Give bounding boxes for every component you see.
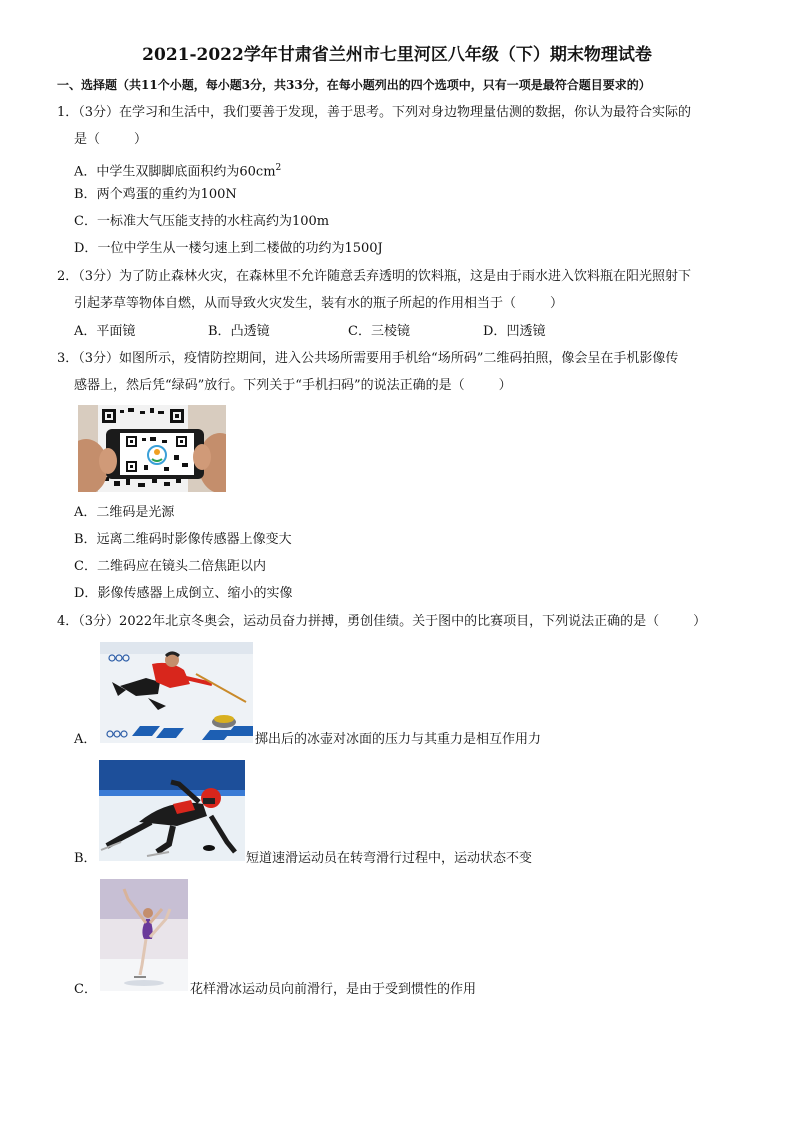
question-1-option-c: C．一标准大气压能支持的水柱高约为100m [74,214,330,229]
figure-skating-photo [100,879,188,991]
question-4-option-c-letter: C． [74,982,97,997]
question-4-stem-1: （3分）2022年北京冬奥会，运动员奋力拼搏，勇创佳绩。关于图中的比赛项目，下列说法正确的是（ [78,614,660,629]
question-4-line-1 [57,613,706,631]
question-2-line-2 [74,295,563,313]
question-3-option-b: B．远离二维码时影像传感器上像变大 [74,532,292,547]
question-2-stem-3: ） [550,296,564,311]
question-1-line-1 [57,104,691,122]
question-4-number: 4． [57,614,79,629]
qr-code-phone-figure [78,405,226,492]
question-3-stem-3: ） [498,378,512,393]
curling-photo [100,642,253,743]
question-1-option-a: A．中学生双脚脚底面积约为$60cm^2$ [74,163,282,180]
question-2-stem-1: （3分）为了防止森林火灾，在森林里不允许随意丢弃透明的饮料瓶，这是由于雨水进入饮料瓶在阳光照射下 [78,269,692,284]
question-2-number: 2． [57,269,79,284]
question-2-option-a: A．平面镜 [74,324,136,339]
question-3-line-1 [57,350,678,368]
question-3-option-d: D．影像传感器上成倒立、缩小的实像 [74,586,293,601]
speed-skating-illustration [99,760,245,861]
question-3-option-a: A．二维码是光源 [74,505,175,520]
question-4-option-a-text: 掷出后的冰壶对冰面的压力与其重力是相互作用力 [255,732,542,747]
qr-code-phone-illustration [78,405,226,492]
question-2-option-c: C．三棱镜 [348,324,410,339]
question-1-option-d: D．一位中学生从一楼匀速上到二楼做的功约为1500J [74,241,383,256]
speed-skating-photo [99,760,245,861]
question-3-stem-1: （3分）如图所示，疫情防控期间，进入公共场所需要用手机给“场所码”二维码拍照，像会呈在手机影像传 [78,351,679,366]
question-1-stem-1: （3分）在学习和生活中，我们要善于发现，善于思考。下列对身边物理量估测的数据，你认为最符合实际的 [78,105,692,120]
question-2-option-d: D．凹透镜 [483,324,546,339]
question-3-line-2 [74,377,512,395]
question-1-number: 1． [57,105,79,120]
question-2-line-1 [57,268,691,286]
question-1-stem-3: ） [134,132,148,147]
curling-illustration [100,642,253,743]
question-1-option-b: B．两个鸡蛋的重约为100N [74,187,237,202]
question-4-option-b-text: 短道速滑运动员在转弯滑行过程中，运动状态不变 [246,851,533,866]
question-4-option-a-letter: A． [74,732,97,747]
question-2-stem-2: 引起茅草等物体自燃，从而导致火灾发生，装有水的瓶子所起的作用相当于（ [74,296,517,311]
question-3-option-c: C．二维码应在镜头二倍焦距以内 [74,559,266,574]
question-3-number: 3． [57,351,79,366]
question-4-option-c-text: 花样滑冰运动员向前滑行，是由于受到惯性的作用 [190,982,477,997]
question-1-line-2 [74,131,147,149]
question-4-stem-2: ） [693,614,707,629]
section-heading: 一、选择题（共11个小题，每小题3分，共33分，在每小题列出的四个选项中，只有一项是最符合题目要求的） [57,78,651,92]
question-2-option-b: B．凸透镜 [208,324,270,339]
figure-skating-illustration [100,879,188,991]
question-3-stem-2: 感器上，然后凭“绿码”放行。下列关于“手机扫码”的说法正确的是（ [74,378,465,393]
question-4-option-b-letter: B． [74,851,97,866]
question-1-stem-2: 是（ [74,132,101,147]
exam-title: 2021-2022学年甘肃省兰州市七里河区八年级（下）期末物理试卷 [142,45,652,65]
